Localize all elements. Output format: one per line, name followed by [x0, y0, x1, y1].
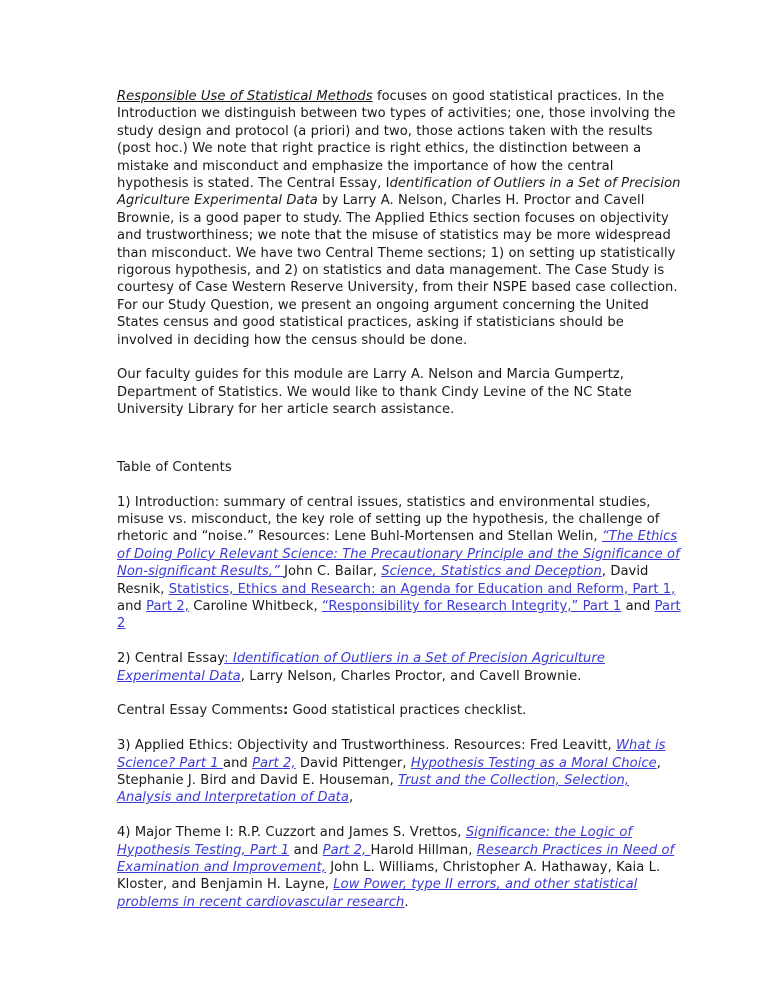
central-essay-comments-colon: :	[282, 703, 289, 719]
link-low-power-type-ii-errors[interactable]: Low Power, type II errors, and other statistical problems in recent cardiovascular research	[117, 877, 638, 910]
paragraph-spacer	[117, 807, 681, 824]
toc4-mid-2: Harold Hillman,	[370, 842, 477, 858]
toc-item-major-theme-1	[117, 824, 681, 911]
toc4-mid-1: and	[289, 842, 323, 858]
toc2-lead-text: 2) Central Essay	[117, 651, 225, 667]
paragraph-spacer	[117, 633, 681, 650]
toc1-mid-5: and	[621, 598, 655, 614]
toc3-mid-3: , Stephanie J. Bird and David E. Houseman,	[117, 755, 661, 788]
toc1-mid-1: John C. Bailar,	[284, 564, 382, 580]
link-science-statistics-deception[interactable]: Science, Statistics and Deception	[381, 564, 602, 580]
toc4-tail-text: .	[404, 894, 409, 910]
intro-text-part-1: focuses on good statistical practices. In the Introduction we distinguish between two types of activities; one, those involving the study design and protocol (a priori) and two, those actions taken with the results (post hoc.) We note that right practice is right ethics, the distinction between a mistake and misconduct and emphasize the importance of how the central hypothesis is stated. The Central Essay, I	[117, 89, 676, 192]
intro-paragraph	[117, 88, 681, 349]
toc2-tail-text: , Larry Nelson, Charles Proctor, and Cavell Brownie.	[240, 668, 582, 684]
paragraph-spacer	[117, 720, 681, 737]
toc-item-central-essay	[117, 650, 681, 685]
link-trust-collection-selection-analysis[interactable]: Trust and the Collection, Selection, Analysis and Interpretation of Data	[117, 772, 630, 806]
toc1-mid-4: Caroline Whitbeck,	[189, 598, 322, 614]
toc3-tail-text: ,	[348, 790, 354, 806]
link-responsibility-research-integrity-part-1[interactable]: “Responsibility for Research Integrity,” Part 1	[321, 598, 622, 614]
toc3-mid-2: David Pittenger,	[295, 755, 411, 771]
central-essay-comments-text: Good statistical practices checklist.	[288, 703, 527, 719]
toc-item-applied-ethics	[117, 737, 681, 807]
table-of-contents-heading: Table of Contents	[117, 459, 232, 475]
document-body	[117, 88, 681, 911]
link-what-is-science-part-1[interactable]: What is Science? Part 1	[117, 738, 666, 771]
link-significance-logic-hypothesis-testing-part-1[interactable]: Significance: the Logic of Hypothesis Testing, Part 1	[117, 825, 633, 858]
link-responsibility-research-integrity-part-2[interactable]: Part 2	[117, 598, 681, 632]
toc1-mid-2: , David Resnik,	[117, 564, 649, 597]
toc4-mid-3: John L. Williams, Christopher A. Hathaway, Kaia L. Kloster, and Benjamin H. Layne,	[117, 859, 661, 893]
central-essay-comments-label: Central Essay Comments	[117, 703, 283, 719]
toc1-mid-3: and	[117, 598, 147, 614]
paragraph-spacer	[117, 349, 681, 366]
link-what-is-science-part-2[interactable]: Part 2,	[252, 755, 296, 771]
link-significance-logic-hypothesis-testing-part-2[interactable]: Part 2,	[322, 842, 371, 858]
toc-item-introduction	[117, 494, 681, 633]
link-research-practices-in-need-of-examination[interactable]: Research Practices in Need of Examination and Improvement,	[117, 842, 675, 875]
toc4-lead-text: 4) Major Theme I: R.P. Cuzzort and James S. Vrettos,	[117, 825, 466, 841]
link-identification-of-outliers[interactable]: Identification of Outliers in a Set of Precision Agriculture Experimental Data	[117, 651, 605, 684]
toc3-mid-1: and	[223, 755, 253, 771]
link-central-essay-colon[interactable]: :	[224, 651, 233, 667]
link-hypothesis-testing-moral-choice[interactable]: Hypothesis Testing as a Moral Choice	[410, 755, 657, 771]
intro-text-part-2: by Larry A. Nelson, Charles H. Proctor and Cavell Brownie, is a good paper to study. The Applied Ethics section focuses on objectivity and trustworthiness; we note that the misuse of statistics may be more widespread than misconduct. We have two Central Theme sections; 1) on setting up statistically rigorous hypothesis, and 2) on statistics and data management. The Case Study is courtesy of Case Western Reserve University, from their NSPE based case collection. For our Study Question, we present an ongoing argument concerning the United States census and good statistical practices, asking if statisticians should be involved in deciding how the census should be done.	[117, 193, 678, 348]
toc1-lead-text: 1) Introduction: summary of central issues, statistics and environmental studies, misuse vs. misconduct, the key role of setting up the hypothesis, the challenge of rhetoric and “noise.” Resources: Lene Buhl-Mortensen and Stellan Welin,	[117, 494, 660, 545]
link-statistics-ethics-research-part-1[interactable]: Statistics, Ethics and Research: an Agenda for Education and Reform, Part 1,	[168, 581, 676, 597]
module-title-phrase: Responsible Use of Statistical Methods	[117, 89, 373, 104]
link-statistics-ethics-research-part-2[interactable]: Part 2,	[146, 598, 190, 614]
toc3-lead-text: 3) Applied Ethics: Objectivity and Trustworthiness. Resources: Fred Leavitt,	[117, 738, 617, 754]
link-ethics-policy-relevant-science[interactable]: “The Ethics of Doing Policy Relevant Science: The Precautionary Principle and the Significance of Non-significant Results,”	[117, 529, 680, 580]
faculty-guides-paragraph: Our faculty guides for this module are Larry A. Nelson and Marcia Gumpertz, Department of Statistics. We would like to thank Cindy Levine of the NC State University Library for her article search assistance.	[117, 367, 632, 418]
toc-spacer	[117, 419, 681, 459]
paragraph-spacer	[117, 476, 681, 493]
paragraph-spacer	[117, 685, 681, 702]
central-essay-title-italic: dentification of Outliers in a Set of Precision Agriculture Experimental Data	[117, 176, 681, 209]
central-essay-comments-line	[117, 702, 681, 719]
